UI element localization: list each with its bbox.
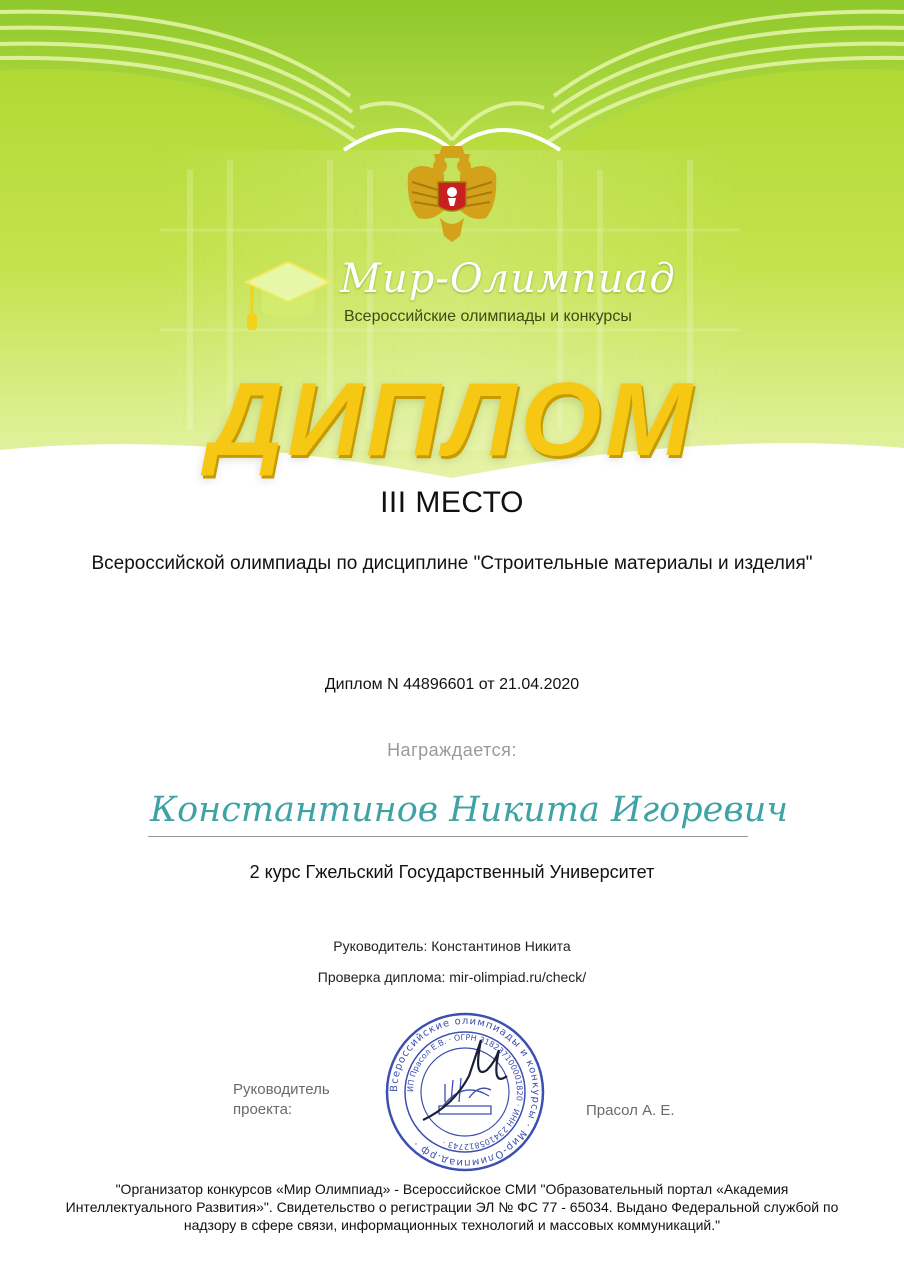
signer-name: Прасол А. Е. bbox=[586, 1102, 675, 1119]
footer-legal-text: "Организатор конкурсов «Мир Олимпиад» - Всероссийское СМИ "Образовательный портал «Академия Интеллектуального Развития»". Свидетельство о регистрации ЭЛ № ФС 77 - 65034. Выдано Федеральной службой по надзору в сфере связи, информационных технологий и массовых коммуникаций." bbox=[65, 1181, 839, 1233]
project-head-label: Руководитель проекта: bbox=[233, 1081, 330, 1118]
place-heading: III МЕСТО bbox=[380, 486, 524, 519]
diploma-number: Диплом N 44896601 от 21.04.2020 bbox=[324, 676, 580, 693]
logo[interactable] bbox=[238, 252, 678, 342]
stamp-inner-text: ИП Прасол Е.В. · ОГРН 318237100001820 · ИНН 234105812743 · bbox=[405, 1032, 525, 1152]
awarded-label: Награждается: bbox=[387, 740, 517, 760]
recipient-info: 2 курс Гжельский Государственный Университет bbox=[249, 862, 655, 882]
graduation-cap-icon bbox=[238, 252, 338, 342]
supervisor-line: Руководитель: Константинов Никита bbox=[333, 938, 571, 954]
stamp-outer-text: Всероссийские олимпиады и конкурсы · Мир-Олимпиад.рф · bbox=[388, 1015, 542, 1169]
stamp-seal-icon bbox=[383, 1010, 547, 1174]
logo-title: Мир-Олимпиад bbox=[340, 256, 676, 302]
name-underline bbox=[148, 836, 748, 837]
official-stamp bbox=[383, 1010, 547, 1174]
logo-subtitle: Всероссийские олимпиады и конкурсы bbox=[344, 308, 632, 325]
discipline-text: Всероссийской олимпиады по дисциплине "Строительные материалы и изделия" bbox=[91, 553, 813, 574]
recipient-name: Константинов Никита Игоревич bbox=[150, 790, 789, 830]
svg-text:ИП Прасол Е.В. · ОГРН 31823710 bbox=[406, 1033, 524, 1151]
verification-line: Проверка диплома: mir-olimpiad.ru/check/ bbox=[317, 969, 587, 985]
diploma-title: ДИПЛОМ bbox=[208, 362, 696, 478]
